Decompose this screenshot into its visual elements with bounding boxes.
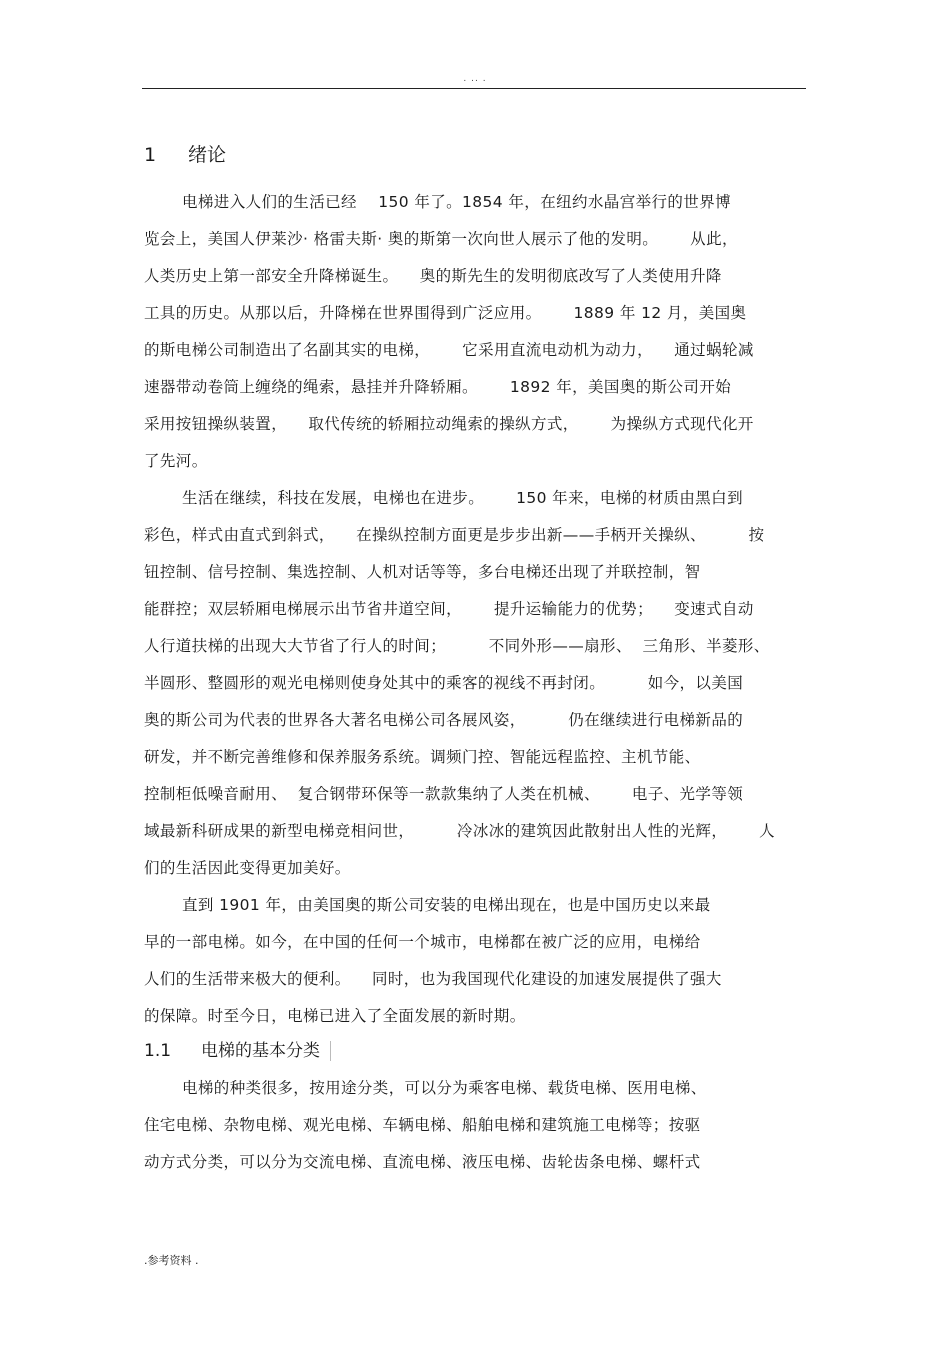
text-line: 速器带动卷筒上缠绕的绳索，悬挂并升降轿厢。 1892 年，美国奥的斯公司开始: [144, 378, 732, 396]
text-line: 的保障。时至今日，电梯已进入了全面发展的新时期。: [144, 1007, 526, 1025]
paragraph: [144, 1070, 808, 1181]
text-line: 采用按钮操纵装置， 取代传统的轿厢拉动绳索的操纵方式， 为操纵方式现代化开: [144, 415, 754, 433]
paragraph: [144, 184, 808, 480]
text-line: 早的一部电梯。如今，在中国的任何一个城市，电梯都在被广泛的应用，电梯给: [144, 933, 701, 951]
text-line: 们的生活因此变得更加美好。: [144, 859, 351, 877]
text-line: 奥的斯公司为代表的世界各大著名电梯公司各展风姿， 仍在继续进行电梯新品的: [144, 711, 744, 729]
text-line: 半圆形、整圆形的观光电梯则使身处其中的乘客的视线不再封闭。 如今，以美国: [144, 674, 744, 692]
section-1-paragraphs: [144, 184, 808, 1035]
text-line: 人类历史上第一部安全升降梯诞生。 奥的斯先生的发明彻底改写了人类使用升降: [144, 267, 722, 285]
text-line: 住宅电梯、杂物电梯、观光电梯、车辆电梯、船舶电梯和建筑施工电梯等；按驱: [144, 1116, 701, 1134]
section-title: 绪论: [188, 144, 227, 166]
text-line: 了先河。: [144, 452, 208, 470]
header-rule: [142, 88, 806, 89]
section-number: 1: [144, 144, 157, 166]
text-line: 研发，并不断完善维修和保养服务系统。调频门控、智能远程监控、主机节能、: [144, 748, 701, 766]
paragraph: [144, 887, 808, 1035]
text-line: 彩色，样式由直式到斜式， 在操纵控制方面更是步步出新——手柄开关操纵、 按: [144, 526, 765, 544]
text-line: 人行道扶梯的出现大大节省了行人的时间； 不同外形——扇形、 三角形、半菱形、: [144, 637, 770, 655]
text-line: 览会上，美国人伊莱沙· 格雷夫斯· 奥的斯第一次向世人展示了他的发明。 从此，: [144, 230, 738, 248]
section-1-1-paragraphs: [144, 1070, 808, 1181]
text-line: 直到 1901 年，由美国奥的斯公司安装的电梯出现在，也是中国历史以来最: [182, 896, 711, 914]
text-line: 控制柜低噪音耐用、 复合钢带环保等一款款集纳了人类在机械、 电子、光学等领: [144, 785, 744, 803]
page-footer: .参考资料 .: [144, 1254, 199, 1267]
subsection-number: 1.1: [144, 1041, 172, 1061]
section-heading-1: [144, 140, 808, 170]
section-heading-1-1: [144, 1036, 808, 1066]
text-line: 能群控；双层轿厢电梯展示出节省井道空间， 提升运输能力的优势； 变速式自动: [144, 600, 754, 618]
paragraph: [144, 480, 808, 887]
text-line: 域最新科研成果的新型电梯竞相问世， 冷冰冰的建筑因此散射出人性的光辉， 人: [144, 822, 776, 840]
text-line: 人们的生活带来极大的便利。 同时，也为我国现代化建设的加速发展提供了强大: [144, 970, 722, 988]
text-line: 生活在继续，科技在发展，电梯也在进步。 150 年来，电梯的材质由黑白到: [182, 489, 743, 507]
text-line: 电梯进入人们的生活已经 150 年了。1854 年，在纽约水晶宫举行的世界博: [182, 193, 731, 211]
text-line: 钮控制、信号控制、集选控制、人机对话等等，多台电梯还出现了并联控制，智: [144, 563, 701, 581]
text-line: 工具的历史。从那以后，升降梯在世界围得到广泛应用。 1889 年 12 月，美国奥: [144, 304, 747, 322]
subsection-title: 电梯的基本分类: [201, 1041, 331, 1061]
text-line: 的斯电梯公司制造出了名副其实的电梯， 它采用直流电动机为动力， 通过蜗轮减: [144, 341, 754, 359]
document-body: [144, 140, 808, 1181]
text-line: 电梯的种类很多，按用途分类，可以分为乘客电梯、载货电梯、医用电梯、: [182, 1079, 707, 1097]
page-header-mark: . .. .: [463, 74, 487, 84]
text-line: 动方式分类，可以分为交流电梯、直流电梯、液压电梯、齿轮齿条电梯、螺杆式: [144, 1153, 701, 1171]
